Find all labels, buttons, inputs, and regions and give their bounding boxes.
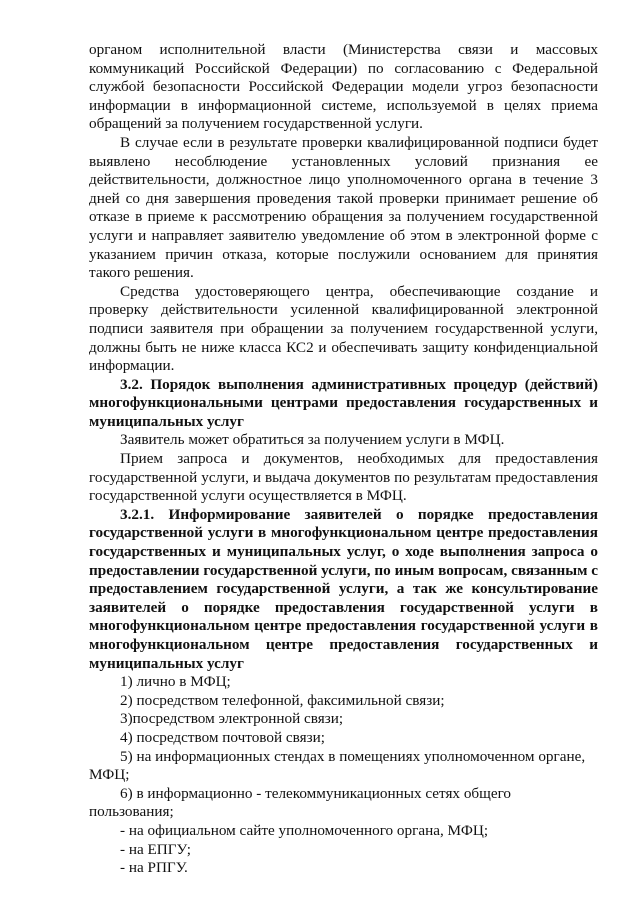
list-item: 4) посредством почтовой связи; (120, 728, 325, 746)
document-body (89, 41, 598, 878)
dash-list-item: - на ЕПГУ; (120, 840, 191, 858)
list-item: 1) лично в МФЦ; (120, 673, 231, 691)
paragraph-continuation: органом исполнительной власти (Министерства связи и массовых коммуникаций Российской Федерации) по согласованию с Федеральной службой безопасности Российской Федерации модели угроз безопасности информации в информационной системе, используемой в целях приема обращений за получением государственной услуги. (89, 41, 598, 133)
paragraph-signature-check: В случае если в результате проверки квалифицированной подписи будет выявлено несоблюдение установленных условий признания ее действительности, должностное лицо уполномоченного органа в течение 3 дней со дня завершения проведения такой проверки принимает решение об отказе в приеме к рассмотрению обращения за получением государственной услуги и направляет заявителю уведомление об этом в электронной форме с указанием причин отказа, которые послужили основанием для принятия такого решения. (89, 133, 598, 282)
dash-list-item: - на официальном сайте уполномоченного органа, МФЦ; (120, 821, 489, 839)
section-heading-3-2-1: 3.2.1. Информирование заявителей о порядке предоставления государственной услуги в многофункциональном центре предоставления государственных и муниципальных услуг, о ходе выполнения запроса о предоставлении государственной услуги, по иным вопросам, связанным с предоставлением государственной услуги, а так же консультирование заявителей о порядке предоставления государственной услуги в многофункциональном центре предоставления государственной услуги в многофункциональном центре предоставления государственных и муниципальных услуг (89, 505, 598, 672)
dash-list-item: - на РПГУ. (120, 859, 188, 877)
paragraph-request-reception: Прием запроса и документов, необходимых для предоставления государственной услуги, и выдача документов по результатам предоставления государственной услуги осуществляется в МФЦ. (89, 450, 598, 505)
list-item: 2) посредством телефонной, факсимильной связи; (120, 691, 445, 709)
paragraph-certification-center: Средства удостоверяющего центра, обеспечивающие создание и проверку действительности усиленной квалифицированной электронной подписи заявителя при обращении за получением государственной услуги, должны быть не ниже класса КС2 и обеспечивать защиту конфиденциальной информации. (89, 282, 598, 375)
list-item: 6) в информационно - телекоммуникационных сетях общего пользования; (89, 784, 512, 821)
paragraph-applicant-mfc: Заявитель может обратиться за получением услуги в МФЦ. (120, 431, 505, 449)
list-item: 5) на информационных стендах в помещениях уполномоченном органе, МФЦ; (89, 747, 586, 784)
list-item: 3)посредством электронной связи; (120, 710, 344, 728)
section-heading-3-2: 3.2. Порядок выполнения административных процедур (действий) многофункциональными центрами предоставления государственных и муниципальных услуг (89, 375, 598, 430)
